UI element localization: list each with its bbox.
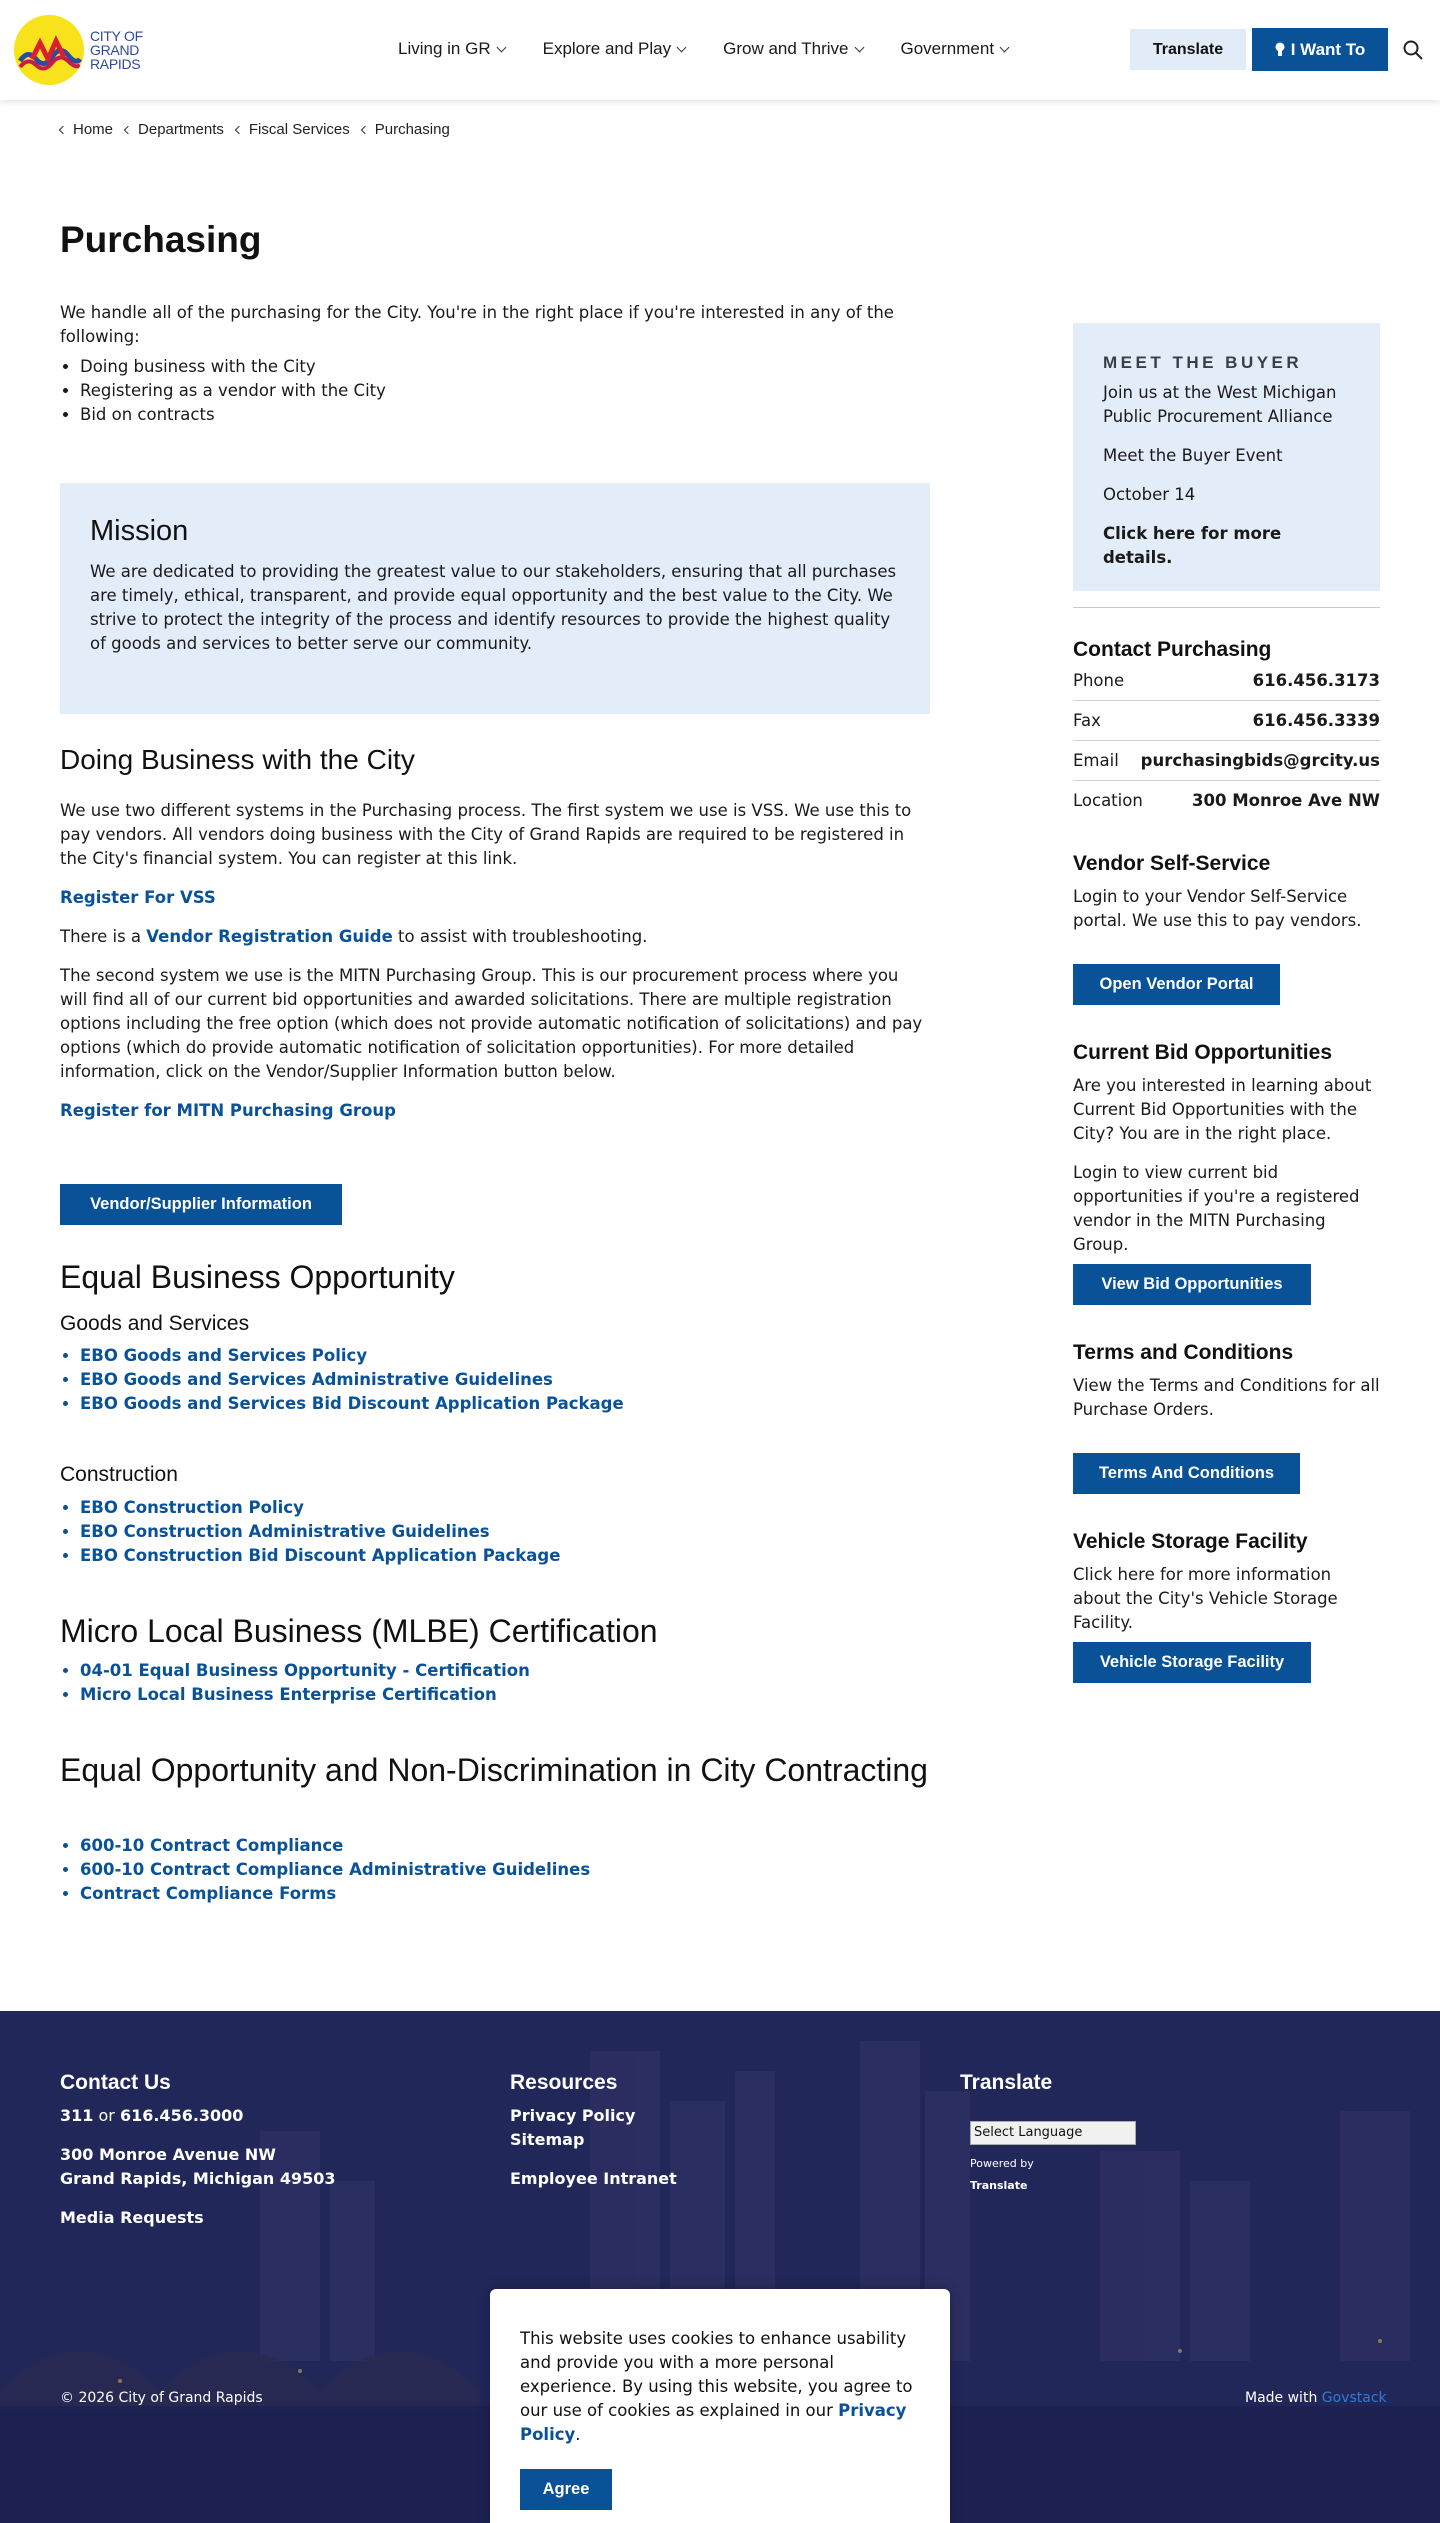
breadcrumb: [60, 119, 462, 140]
divider: [1073, 607, 1380, 608]
chevron-left-icon: [235, 125, 243, 133]
contact-purchasing-title: Contact Purchasing: [1073, 638, 1272, 661]
ebo-construction-policy-link[interactable]: EBO Construction Policy: [80, 1498, 304, 1517]
doing-business-title: Doing Business with the City: [60, 744, 415, 775]
eeo-links: [80, 1834, 590, 1906]
vehicle-storage-text: Click here for more information about the City's Vehicle Storage Facility.: [1073, 1565, 1338, 1632]
open-vendor-portal-button[interactable]: Open Vendor Portal: [1073, 964, 1280, 1005]
lightbulb-icon: [1275, 42, 1285, 57]
list-item: [80, 1344, 624, 1368]
footer-translate-title: Translate: [960, 2071, 1053, 2094]
footer-phone-link[interactable]: 616.456.3000: [119, 2106, 244, 2125]
eeo-title: Equal Opportunity and Non-Discrimination in City Contracting: [60, 1752, 928, 1788]
list-item: [80, 1858, 590, 1882]
cookie-banner: [490, 2289, 950, 2523]
register-mitn-link[interactable]: Register for MITN Purchasing Group: [60, 1101, 396, 1120]
list-item: [80, 1520, 560, 1544]
terms-text: View the Terms and Conditions for all Purchase Orders.: [1073, 1376, 1380, 1419]
footer-contact-title: Contact Us: [60, 2071, 171, 2094]
chevron-down-icon: [854, 42, 864, 52]
employee-intranet-link[interactable]: Employee Intranet: [510, 2169, 677, 2188]
buyer-text-3: October 14: [1103, 485, 1196, 505]
copyright-text: © 2026 City of Grand Rapids: [60, 2390, 263, 2406]
logo-sun-icon: [14, 15, 84, 85]
govstack-link[interactable]: Govstack: [1321, 2390, 1387, 2406]
nav-explore-and-play[interactable]: Explore and Play: [543, 37, 686, 61]
intro-list: [80, 355, 930, 427]
vendor-supplier-info-button[interactable]: Vendor/Supplier Information: [60, 1184, 342, 1225]
ebo-construction-guidelines-link[interactable]: EBO Construction Administrative Guidelines: [80, 1522, 490, 1541]
mlbe-certification-link[interactable]: Micro Local Business Enterprise Certification: [80, 1685, 497, 1704]
contact-row-location: Location 300 Monroe Ave NW: [1073, 791, 1380, 811]
mlbe-links: [80, 1659, 530, 1707]
page-title: Purchasing: [60, 219, 262, 260]
main-nav: [398, 37, 1046, 61]
goods-services-title: Goods and Services: [60, 1312, 250, 1335]
list-item: • Registering as a vendor with the City: [80, 379, 930, 403]
view-bid-opportunities-button[interactable]: View Bid Opportunities: [1073, 1264, 1311, 1305]
vss-text: Login to your Vendor Self-Service portal. We use this to pay vendors.: [1073, 887, 1362, 930]
list-item: [80, 1659, 530, 1683]
ebo-goods-policy-link[interactable]: EBO Goods and Services Policy: [80, 1346, 368, 1365]
breadcrumb-fiscal-services[interactable]: Fiscal Services: [236, 119, 350, 140]
footer-address-1: 300 Monroe Avenue NW: [60, 2145, 276, 2164]
made-with-text: Made with Govstack: [1245, 2390, 1387, 2406]
list-item: [80, 1392, 624, 1416]
powered-by-text: Powered by Translate: [970, 2157, 1034, 2192]
contact-row-fax: Fax 616.456.3339: [1073, 701, 1380, 741]
equal-business-certification-link[interactable]: 04-01 Equal Business Opportunity - Certification: [80, 1661, 530, 1680]
language-select[interactable]: Select Language: [970, 2121, 1136, 2145]
intro-text: We handle all of the purchasing for the City. You're in the right place if you're interested in any of the following:: [60, 303, 894, 346]
breadcrumb-home[interactable]: Home: [60, 119, 113, 140]
meet-the-buyer-box: [1073, 323, 1380, 591]
privacy-policy-link[interactable]: Privacy Policy: [510, 2106, 636, 2125]
list-item: [80, 1544, 560, 1568]
cookie-privacy-policy-link[interactable]: Privacy Policy: [520, 2401, 907, 2444]
footer-311-link[interactable]: 311: [60, 2106, 94, 2125]
list-item: [80, 1683, 530, 1707]
list-item: [80, 1368, 624, 1392]
register-vss-link[interactable]: Register For VSS: [60, 888, 216, 907]
goods-services-links: [80, 1344, 624, 1416]
vehicle-storage-button[interactable]: Vehicle Storage Facility: [1073, 1642, 1311, 1683]
terms-title: Terms and Conditions: [1073, 1341, 1294, 1364]
site-header: [0, 0, 1440, 100]
terms-and-conditions-button[interactable]: Terms And Conditions: [1073, 1453, 1300, 1494]
mission-text: We are dedicated to providing the greatest value to our stakeholders, ensuring that all purchases are timely, ethical, transparent, and provide equal opportunity and the best value to the City. We strive to protect the integrity of the process and identify resources to provide the highest quality of goods and services to better serve our community.: [90, 562, 897, 654]
sitemap-link[interactable]: Sitemap: [510, 2130, 585, 2149]
chevron-left-icon: [361, 125, 369, 133]
chevron-down-icon: [677, 42, 687, 52]
bids-text-1: Are you interested in learning about Current Bid Opportunities with the City? You are in the right place.: [1073, 1076, 1372, 1143]
footer-resources-title: Resources: [510, 2071, 618, 2094]
footer-phone-line: 311 or 616.456.3000: [60, 2106, 244, 2125]
bids-text-2: Login to view current bid opportunities if you're a registered vendor in the MITN Purchasing Group.: [1073, 1163, 1360, 1254]
media-requests-link[interactable]: Media Requests: [60, 2208, 204, 2227]
list-item: • Doing business with the City: [80, 355, 930, 379]
vehicle-storage-title: Vehicle Storage Facility: [1073, 1530, 1308, 1553]
mlbe-title: Micro Local Business (MLBE) Certification: [60, 1613, 658, 1649]
chevron-down-icon: [496, 42, 506, 52]
agree-button[interactable]: Agree: [520, 2469, 612, 2510]
contract-compliance-guidelines-link[interactable]: 600-10 Contract Compliance Administrative Guidelines: [80, 1860, 591, 1879]
mission-title: Mission: [90, 515, 189, 547]
vendor-registration-guide-link[interactable]: Vendor Registration Guide: [146, 927, 393, 946]
nav-grow-and-thrive[interactable]: Grow and Thrive: [723, 37, 862, 61]
vss-title: Vendor Self-Service: [1073, 852, 1271, 875]
vendor-guide-text: There is a Vendor Registration Guide to assist with troubleshooting.: [60, 927, 648, 946]
doing-business-text-2: The second system we use is the MITN Purchasing Group. This is our procurement process where you will find all of our current bid opportunities and awarded solicitations. There are multiple registration options including the free option (which does not provide automatic notification of solicitations) and pay options (which do provide automatic notification of solicitation opportunities). For more detailed information, click on the Vendor/Supplier Information button below.: [60, 966, 923, 1081]
ebo-title: Equal Business Opportunity: [60, 1259, 455, 1295]
list-item: [80, 1496, 560, 1520]
buyer-text-2: Meet the Buyer Event: [1103, 446, 1283, 466]
nav-government[interactable]: Government: [901, 37, 1009, 61]
ebo-construction-bid-discount-link[interactable]: EBO Construction Bid Discount Application Package: [80, 1546, 561, 1565]
logo-wordmark: CITY OF GRAND RAPIDS: [90, 28, 143, 72]
chevron-left-icon: [124, 125, 132, 133]
contact-row-phone: Phone 616.456.3173: [1073, 661, 1380, 701]
buyer-text-1: Join us at the West Michigan Public Procurement Alliance: [1103, 383, 1337, 427]
city-logo[interactable]: [14, 14, 156, 86]
list-item: • Bid on contracts: [80, 403, 930, 427]
breadcrumb-departments[interactable]: Departments: [125, 119, 224, 140]
bids-title: Current Bid Opportunities: [1073, 1041, 1332, 1064]
buyer-details-link[interactable]: Click here for more details.: [1103, 524, 1282, 568]
ebo-goods-guidelines-link[interactable]: EBO Goods and Services Administrative Guidelines: [80, 1370, 553, 1389]
list-item: [80, 1834, 590, 1858]
footer-address-2: Grand Rapids, Michigan 49503: [60, 2169, 336, 2188]
meet-the-buyer-title: MEET THE BUYER: [1103, 353, 1303, 372]
chevron-down-icon: [1000, 42, 1010, 52]
translate-button[interactable]: Translate: [1130, 29, 1246, 70]
contact-row-email: Email purchasingbids@grcity.us: [1073, 741, 1380, 781]
construction-title: Construction: [60, 1463, 178, 1486]
contract-compliance-link[interactable]: 600-10 Contract Compliance: [80, 1836, 344, 1855]
mission-box: [60, 483, 930, 714]
doing-business-text-1: We use two different systems in the Purchasing process. The first system we use is VSS. We use this to pay vendors. All vendors doing business with the City of Grand Rapids are required to be registered in the City's financial system. You can register at this link.: [60, 801, 912, 868]
chevron-left-icon: [59, 125, 67, 133]
list-item: [80, 1882, 590, 1906]
i-want-to-button[interactable]: I Want To: [1252, 28, 1388, 71]
cookie-text: This website uses cookies to enhance usability and provide you with a more personal experience. By using this website, you agree to our use of cookies as explained in our Privacy Policy.: [520, 2329, 913, 2444]
contract-compliance-forms-link[interactable]: Contract Compliance Forms: [80, 1884, 337, 1903]
ebo-goods-bid-discount-link[interactable]: EBO Goods and Services Bid Discount Application Package: [80, 1394, 624, 1413]
search-icon[interactable]: [1403, 40, 1423, 60]
breadcrumb-purchasing[interactable]: Purchasing: [362, 119, 450, 140]
intro-section: [60, 301, 930, 427]
construction-links: [80, 1496, 560, 1568]
nav-living-in-gr[interactable]: Living in GR: [398, 37, 505, 61]
